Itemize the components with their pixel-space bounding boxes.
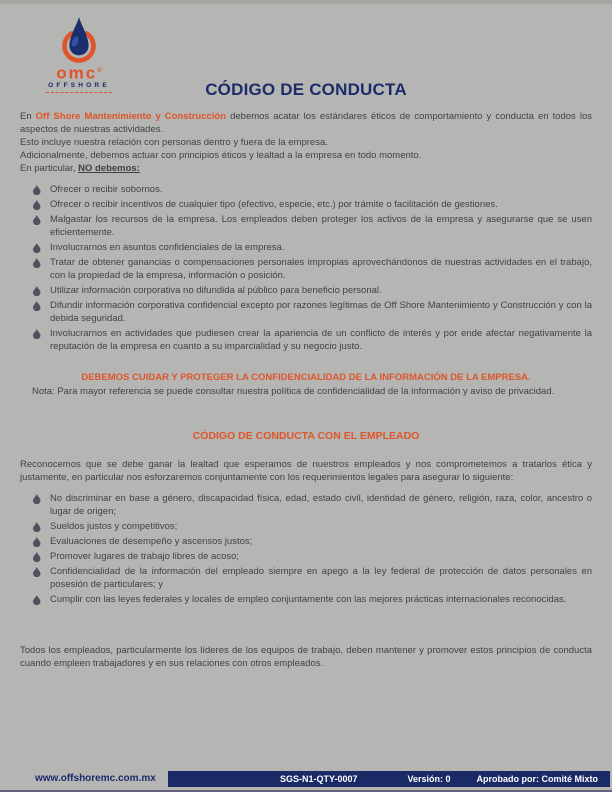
drop-bullet-icon xyxy=(33,200,41,210)
list-item: Difundir información corporativa confidencial excepto por razones legítimas de Off Shore Mantenimiento y Construcción y con la debida seguridad. xyxy=(20,299,592,325)
employee-section-intro: Reconocemos que se debe ganar la lealtad que esperamos de nuestros empleados y nos comprometemos a tratarlos ética y justamente, en particular nos esforzaremos conjuntamente con los requerimientos legales para asegurar lo siguiente: xyxy=(20,459,592,483)
list-item: Involucrarnos en asuntos confidenciales de la empresa. xyxy=(20,241,592,254)
drop-bullet-icon xyxy=(33,537,41,547)
intro-paragraph-4: En particular, NO debemos: xyxy=(20,163,140,174)
drop-bullet-icon xyxy=(33,215,41,225)
closing-paragraph: Todos los empleados, particularmente los líderes de los equipos de trabajo, deben mantener y promover estos principios de conducta cuando empleen trabajadores y en sus relaciones con otros empleados. xyxy=(20,645,592,669)
logo-subtitle: OFFSHORE xyxy=(48,81,110,89)
list-item: Sueldos justos y competitivos; xyxy=(20,520,592,533)
confidentiality-note: Nota: Para mayor referencia se puede consultar nuestra política de confidencialidad de la información y aviso de privacidad. xyxy=(32,386,555,397)
drop-bullet-icon xyxy=(33,286,41,296)
list-item: Evaluaciones de desempeño y ascensos justos; xyxy=(20,535,592,548)
no-debemos-emphasis: NO debemos: xyxy=(78,163,140,174)
logo-wordmark: omc® xyxy=(56,63,102,83)
list-item: Ofrecer o recibir sobornos. xyxy=(20,183,592,196)
drop-bullet-icon xyxy=(33,567,41,577)
intro-paragraph-2: Esto incluye nuestra relación con personas dentro y fuera de la empresa. xyxy=(20,137,328,148)
list-item: Malgastar los recursos de la empresa. Los empleados deben proteger los activos de la empresa y asegurarse que se usen eficientemente. xyxy=(20,213,592,239)
list-item: Confidencialidad de la información del empleado siempre en apego a la ley federal de protección de datos personales en posesión de particulares; y xyxy=(20,565,592,591)
page-title: CÓDIGO DE CONDUCTA xyxy=(205,80,407,99)
drop-bullet-icon xyxy=(33,301,41,311)
intro-paragraph-3: Adicionalmente, debemos actuar con principios éticos y lealtad a la empresa en todo momento. xyxy=(20,150,422,161)
drop-bullet-icon xyxy=(33,494,41,504)
list-item: Utilizar información corporativa no difundida al público para beneficio personal. xyxy=(20,284,592,297)
document-body xyxy=(20,110,592,670)
commitments-list xyxy=(20,492,592,606)
page-footer xyxy=(0,771,612,788)
footer-control-bar xyxy=(168,771,610,787)
page-top-edge xyxy=(0,0,612,4)
drop-bullet-icon xyxy=(33,522,41,532)
confidentiality-statement: DEBEMOS CUIDAR Y PROTEGER LA CONFIDENCIALIDAD DE LA INFORMACIÓN DE LA EMPRESA. xyxy=(81,372,531,383)
prohibitions-list xyxy=(20,183,592,353)
intro-paragraph-1: En Off Shore Mantenimiento y Construcción debemos acatar los estándares éticos de comportamiento y conducta en todos los aspectos de nuestras actividades. xyxy=(20,111,592,135)
list-item: Ofrecer o recibir incentivos de cualquier tipo (efectivo, especie, etc.) por trámite o facilitación de gestiones. xyxy=(20,198,592,211)
drop-bullet-icon xyxy=(33,258,41,268)
list-item: No discriminar en base a género, discapacidad física, edad, estado civil, identidad de género, religión, raza, color, ancestro o lugar de origen; xyxy=(20,492,592,518)
list-item: Involucrarnos en actividades que pudiesen crear la apariencia de un conflicto de interés y por ende afectar negativamente la reputación de la empresa en cuanto a su imparcialidad y su negocio justo. xyxy=(20,327,592,353)
approved-by-label: Aprobado por: Comité Mixto xyxy=(476,774,598,784)
document-code: SGS-N1-QTY-0007 xyxy=(279,774,358,784)
list-item: Promover lugares de trabajo libres de acoso; xyxy=(20,550,592,563)
drop-bullet-icon xyxy=(33,552,41,562)
company-name: Off Shore Mantenimiento y Construcción xyxy=(35,111,227,122)
version-label: Versión: 0 xyxy=(407,774,451,784)
list-item: Tratar de obtener ganancias o compensaciones personales impropias aprovechándonos de nuestras actividades en el trabajo, con la propiedad de la empresa, información o posición. xyxy=(20,256,592,282)
list-item: Cumplir con las leyes federales y locales de empleo conjuntamente con las mejores prácticas internacionales reconocidas. xyxy=(20,593,592,606)
droplet-logo-icon xyxy=(44,10,114,66)
drop-bullet-icon xyxy=(33,185,41,195)
drop-bullet-icon xyxy=(33,243,41,253)
website-link[interactable]: www.offshoremc.com.mx xyxy=(35,773,156,784)
employee-section-heading: CÓDIGO DE CONDUCTA CON EL EMPLEADO xyxy=(192,430,420,442)
drop-bullet-icon xyxy=(33,595,41,605)
drop-bullet-icon xyxy=(33,329,41,339)
registered-mark-icon: ® xyxy=(97,68,102,74)
